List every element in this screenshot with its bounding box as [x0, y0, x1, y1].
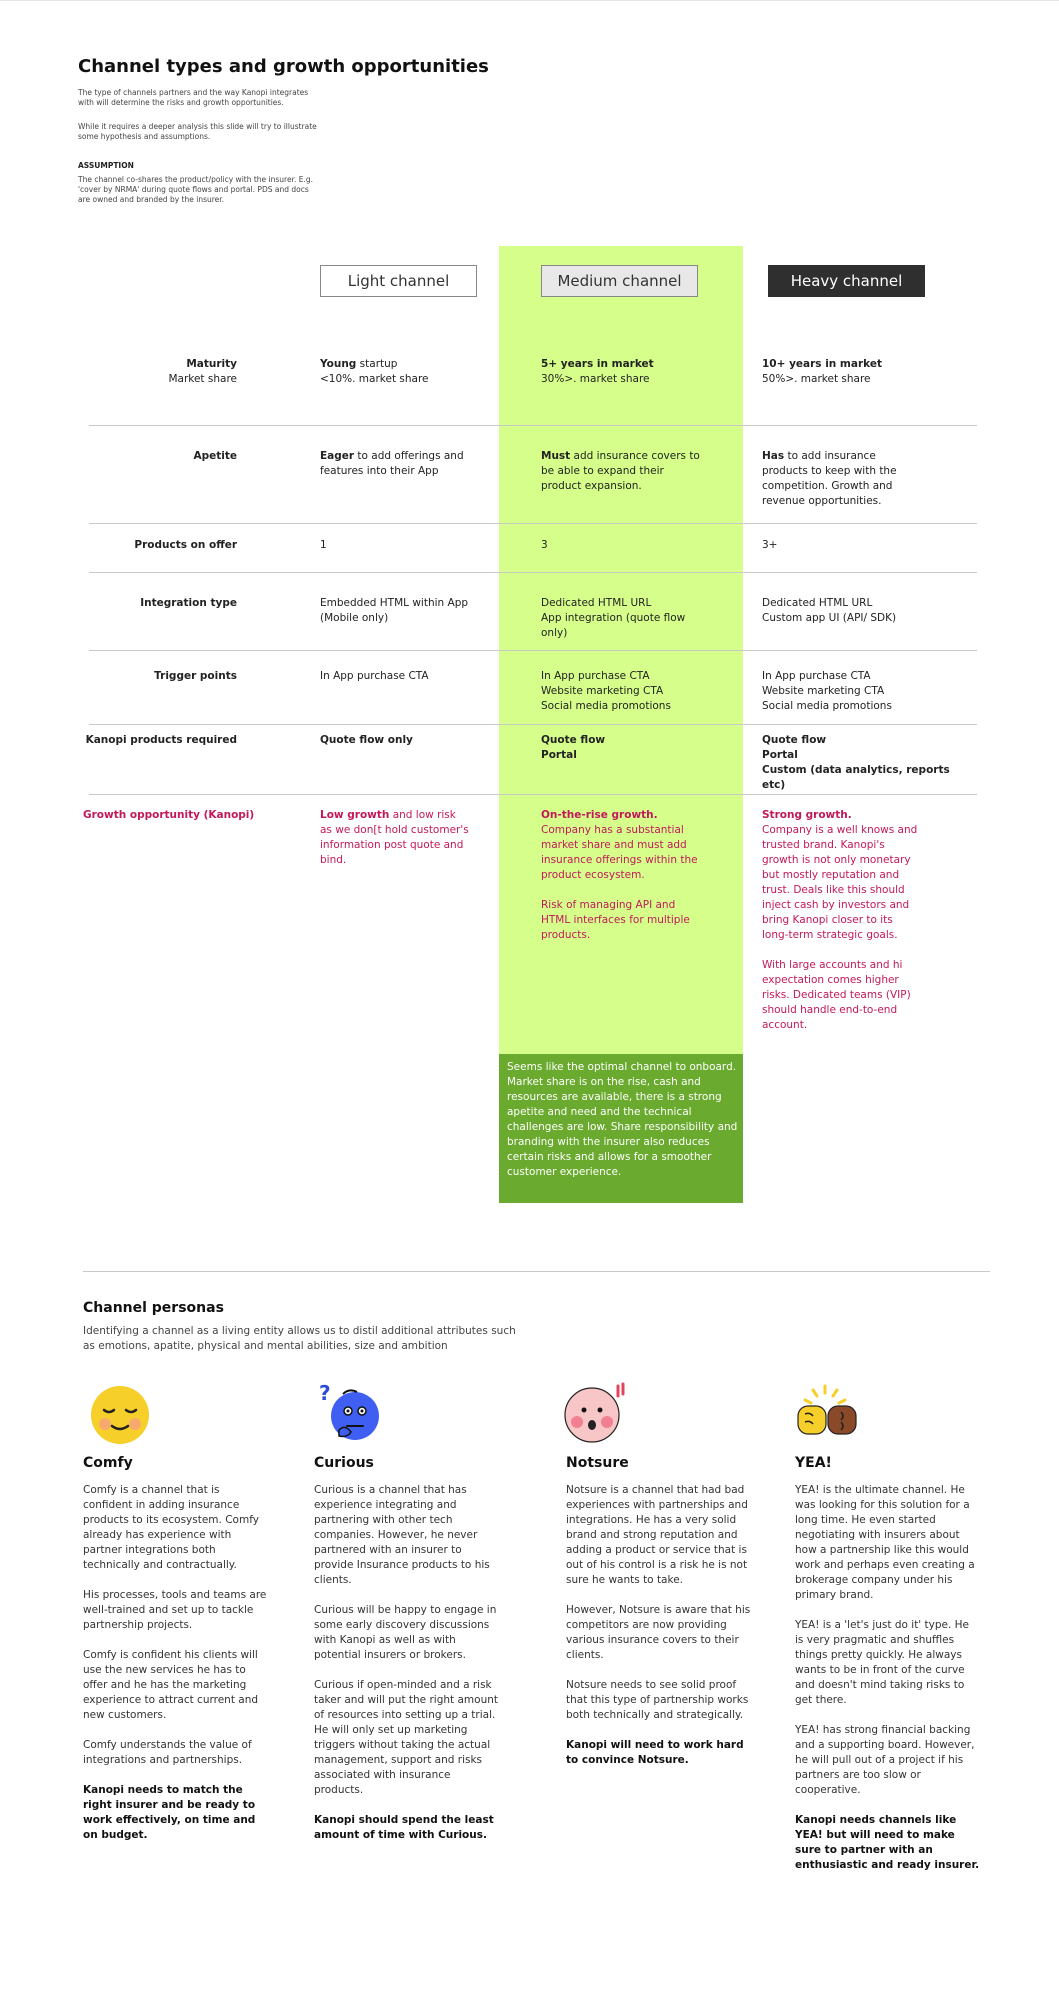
- persona-text-yea: YEA! is the ultimate channel. He was looking for this solution for a long time. He even started negotiating with insurers about how a partnership like this would work and perhaps even creating a brokerage company under his primary brand. YEA! is a 'let's just do it' type. He is very pragmatic and shuffles things pretty quickly. He always wants to be in front of the curve and doesn't mind taking risks to get there. YEA! has strong financial backing and a supporting board. However, he will pull out of a project if his partners are too slow or cooperative. Kanopi needs channels like YEA! but will need to make sure to partner with an enthusiastic and ready insurer.: [795, 1484, 980, 1871]
- row-sublabel-market-share: Market share: [168, 373, 237, 385]
- products-heavy: 3+: [762, 539, 778, 551]
- svg-text:?: ?: [319, 1381, 331, 1405]
- row-label-integration: Integration type: [140, 597, 237, 609]
- surprised-face-icon: [562, 1380, 628, 1450]
- integration-light: Embedded HTML within App (Mobile only): [320, 597, 469, 624]
- row-divider: [89, 724, 977, 725]
- row-divider: [89, 425, 977, 426]
- trigger-heavy: In App purchase CTA Website marketing CTA Social media promotions: [762, 670, 892, 712]
- trigger-light: In App purchase CTA: [320, 670, 429, 682]
- persona-name-curious: Curious: [314, 1455, 374, 1471]
- persona-name-comfy: Comfy: [83, 1455, 133, 1471]
- persona-text-notsure: Notsure is a channel that had bad experiences with partnerships and integrations. He has a very solid brand and strong reputation and adding a product or service that is out of his control is a risk he is not sure he wants to take. However, Notsure is aware that his competitors are now providing various insurance covers to their clients. Notsure needs to see solid proof that this type of partnership works both technically and strategically. Kanopi will need to work hard to convince Notsure.: [566, 1484, 751, 1766]
- apetite-medium: Must add insurance covers to be able to expand their product expansion.: [541, 450, 700, 492]
- row-divider: [89, 523, 977, 524]
- trigger-medium: In App purchase CTA Website marketing CTA Social media promotions: [541, 670, 671, 712]
- page-title: Channel types and growth opportunities: [78, 56, 489, 77]
- row-label-maturity: Maturity: [186, 358, 237, 370]
- persona-text-comfy: Comfy is a channel that is confident in adding insurance products to its ecosystem. Comfy already has experience with partner integrations both technically and contractually. His processes, tools and teams are well-trained and set up to tackle partnership projects. Comfy is confident his clients will use the new services he has to offer and he has the marketing experience to attract current and new customers. Comfy understands the value of integrations and partnerships. Kanopi needs to match the right insurer and be ready to work effectively, on time and on budget.: [83, 1484, 267, 1841]
- medium-channel-header: Medium channel: [541, 265, 698, 297]
- maturity-heavy: 10+ years in market 50%>. market share: [762, 358, 882, 385]
- row-label-trigger: Trigger points: [154, 670, 237, 682]
- maturity-light: Young startup <10%. market share: [320, 358, 429, 385]
- required-heavy: Quote flow Portal Custom (data analytics, reports etc): [762, 734, 950, 791]
- relieved-face-icon: [87, 1382, 153, 1452]
- products-medium: 3: [541, 539, 548, 551]
- assumption-text: The channel co-shares the product/policy with the insurer. E.g. 'cover by NRMA' during quote flows and portal. PDS and docs are owned and branded by the insurer.: [78, 175, 314, 204]
- required-light: Quote flow only: [320, 734, 413, 746]
- top-divider: [0, 0, 1059, 1]
- assumption-label: ASSUMPTION: [78, 161, 134, 170]
- integration-medium: Dedicated HTML URL App integration (quote flow only): [541, 597, 686, 639]
- persona-text-curious: Curious is a channel that has experience integrating and partnering with other tech companies. However, he never partnered with an insurer to provide Insurance products to his clients. Curious will be happy to engage in some early discovery discussions with Kanopi as well as with potential insurers or brokers. Curious if open-minded and a risk taker and will put the right amount of resources into setting up a trial. He will only set up marketing triggers without taking the actual management, support and risks associated with insurance products. Kanopi should spend the least amount of time with Curious.: [314, 1484, 499, 1841]
- personas-title: Channel personas: [83, 1300, 224, 1316]
- apetite-light: Eager to add offerings and features into their App: [320, 450, 464, 477]
- row-divider: [89, 650, 977, 651]
- recommendation-text: Seems like the optimal channel to onboard. Market share is on the rise, cash and resources are available, there is a strong apetite and need and the technical challenges are low. Share responsibility and branding with the insurer also reduces certain risks and allows for a smoother customer experience.: [507, 1061, 738, 1178]
- products-light: 1: [320, 539, 327, 551]
- growth-medium: On-the-rise growth. Company has a substantial market share and must add insurance offerings within the product ecosystem. Risk of managing API and HTML interfaces for multiple products.: [541, 809, 698, 941]
- row-divider: [89, 572, 977, 573]
- maturity-medium: 5+ years in market 30%>. market share: [541, 358, 654, 385]
- intro-text-2: While it requires a deeper analysis this slide will try to illustrate some hypothesis and assumptions.: [78, 122, 317, 141]
- section-divider: [83, 1271, 990, 1272]
- heavy-channel-header: Heavy channel: [768, 265, 925, 297]
- row-label-required: Kanopi products required: [85, 734, 237, 746]
- intro-text: The type of channels partners and the way Kanopi integrates with will determine the risks and growth opportunities.: [78, 88, 309, 107]
- row-label-apetite: Apetite: [193, 450, 237, 462]
- personas-intro: Identifying a channel as a living entity allows us to distil additional attributes such as emotions, apatite, physical and mental abilities, size and ambition: [83, 1325, 516, 1352]
- integration-heavy: Dedicated HTML URL Custom app UI (API/ SDK): [762, 597, 897, 624]
- required-medium: Quote flow Portal: [541, 734, 606, 761]
- growth-light: Low growth and low risk as we don[t hold customer's information post quote and bind.: [320, 809, 469, 866]
- row-label-products: Products on offer: [134, 539, 237, 551]
- row-label-growth: Growth opportunity (Kanopi): [83, 809, 255, 821]
- fist-bump-icon: [795, 1382, 861, 1452]
- persona-name-notsure: Notsure: [566, 1455, 629, 1471]
- persona-name-yea: YEA!: [795, 1455, 832, 1471]
- apetite-heavy: Has to add insurance products to keep with the competition. Growth and revenue opportunities.: [762, 450, 897, 507]
- growth-heavy: Strong growth. Company is a well knows and trusted brand. Kanopi's growth is not only monetary but mostly reputation and trust. Deals like this should inject cash by investors and bring Kanopi closer to its long-term strategic goals. With large accounts and hi expectation comes higher risks. Dedicated teams (VIP) should handle end-to-end account.: [762, 809, 918, 1031]
- light-channel-header: Light channel: [320, 265, 477, 297]
- thinking-face-icon: [317, 1380, 383, 1450]
- row-divider: [89, 794, 977, 795]
